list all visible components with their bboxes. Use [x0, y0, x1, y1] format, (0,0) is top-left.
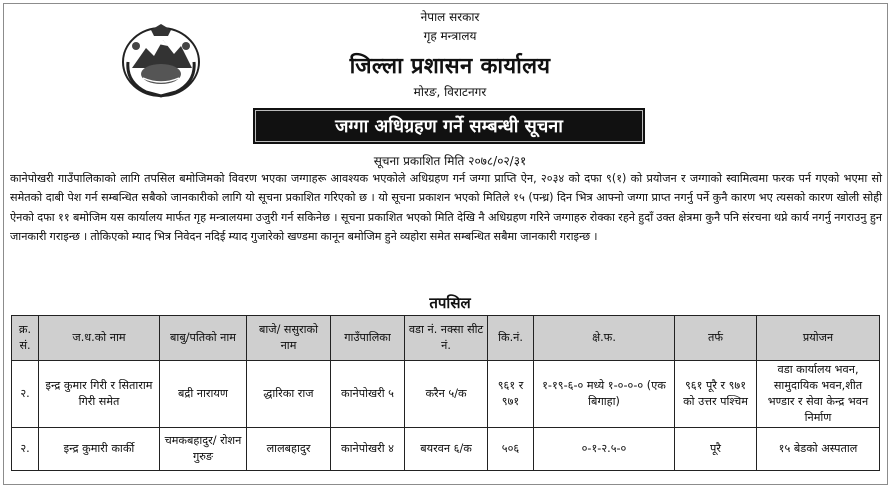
- table-cell: ९६१ पूरै र ९७१ को उत्तर पश्चिम: [675, 361, 757, 428]
- table-cell: ५०६: [488, 428, 534, 471]
- column-header: बाजे/ ससुराको नाम: [247, 316, 331, 361]
- table-cell: इन्द्र कुमार गिरी र सिताराम गिरी समेत: [39, 361, 160, 428]
- notice-body: कानेपोखरी गाउँपालिकाको लागि तपसिल बमोजिमको विवरण भएका जग्गाहरू आवश्यक भएकोले अधिग्रहण गर्न जग्गा प्राप्ति ऐन, २०३४ को दफा ९(१) को प्रयोजन र जग्गाको स्वामित्वमा फरक पर्न गएको भएमा सो समेतको दाबी पेश गर्न सम्बन्धित सबैको जानकारीको लागि यो सूचना प्रकाशित गरिएको छ । यो सूचना प्रकाशन भएको मितिले १५ (पन्ध्र) दिन भित्र आफ्नो जग्गा प्राप्त नगर्नु पर्ने कुनै कारण भए त्यसको कारण खोली सोही ऐनको दफा ११ बमोजिम यस कार्यालय मार्फत गृह मन्त्रालयमा उजुरी गर्न सकिनेछ । सूचना प्रकाशित भएको मिति देखि नै अधिग्रहण गरिने जग्गाहरु रोक्का रहने हुदाँ उक्त क्षेत्रमा कुनै पनि संरचना थप्ने कार्य नगर्नु नगराउनु हुन जानकारी गराइन्छ । तोकिएको म्याद भित्र निवेदन नदिई म्याद गुजारेको खण्डमा कानून बमोजिम हुने व्यहोरा समेत सम्बन्धित सबैमा जानकारी गराइन्छ ।: [10, 172, 882, 243]
- table-row: [12, 361, 880, 428]
- table-cell: करैन ५/क: [405, 361, 488, 428]
- column-header: क्र. सं.: [12, 316, 39, 361]
- office-name: जिल्ला प्रशासन कार्यालय: [349, 54, 551, 79]
- table-cell: बद्री नारायण: [160, 361, 247, 428]
- table-cell: १५ बेडको अस्पताल: [757, 428, 880, 471]
- table-cell: ९६१ र ९७१: [488, 361, 534, 428]
- table-cell: १-१९-६-० मध्ये १-०-०-० (एक बिगाहा): [534, 361, 675, 428]
- notice-title: जग्गा अधिग्रहण गर्ने सम्बन्धी सूचना: [335, 116, 563, 137]
- table-cell: २.: [12, 361, 39, 428]
- table-cell: २.: [12, 428, 39, 471]
- table-caption: तपसिल: [429, 294, 471, 312]
- table-cell: चमकबहादुर/ रोशन गुरुङ: [160, 428, 247, 471]
- table-header-row: [12, 316, 880, 361]
- column-header: प्रयोजन: [757, 316, 880, 361]
- table-cell: इन्द्र कुमारी कार्की: [39, 428, 160, 471]
- table-cell: बयरवन ६/क: [405, 428, 488, 471]
- table-cell: कानेपोखरी ४: [331, 428, 405, 471]
- table-cell: द्धारिका राज: [247, 361, 331, 428]
- table-cell: ०-१-२.५-०: [534, 428, 675, 471]
- office-location: मोरङ, विराटनगर: [413, 85, 487, 99]
- table-cell: वडा कार्यालय भवन, सामुदायिक भवन,शीत भण्डार र सेवा केन्द्र भवन निर्माण: [757, 361, 880, 428]
- column-header: बाबु/पतिको नाम: [160, 316, 247, 361]
- table-row: [12, 428, 880, 471]
- publish-date: सूचना प्रकाशित मिति २०७८/०२/३१: [373, 154, 527, 168]
- table-cell: कानेपोखरी ५: [331, 361, 405, 428]
- ministry-name: गृह मन्त्रालय: [423, 29, 477, 43]
- column-header: तर्फ: [675, 316, 757, 361]
- column-header: वडा नं. नक्सा सीट नं.: [405, 316, 488, 361]
- column-header: ज.ध.को नाम: [39, 316, 160, 361]
- nepal-emblem-icon: [118, 22, 204, 100]
- notice-title-banner: [253, 108, 645, 144]
- column-header: क्षे.फ.: [534, 316, 675, 361]
- column-header: कि.नं.: [488, 316, 534, 361]
- table-cell: पूरै: [675, 428, 757, 471]
- government-name: नेपाल सरकार: [420, 10, 480, 24]
- details-table: [11, 315, 880, 471]
- table-cell: लालबहादुर: [247, 428, 331, 471]
- column-header: गाउँपालिका: [331, 316, 405, 361]
